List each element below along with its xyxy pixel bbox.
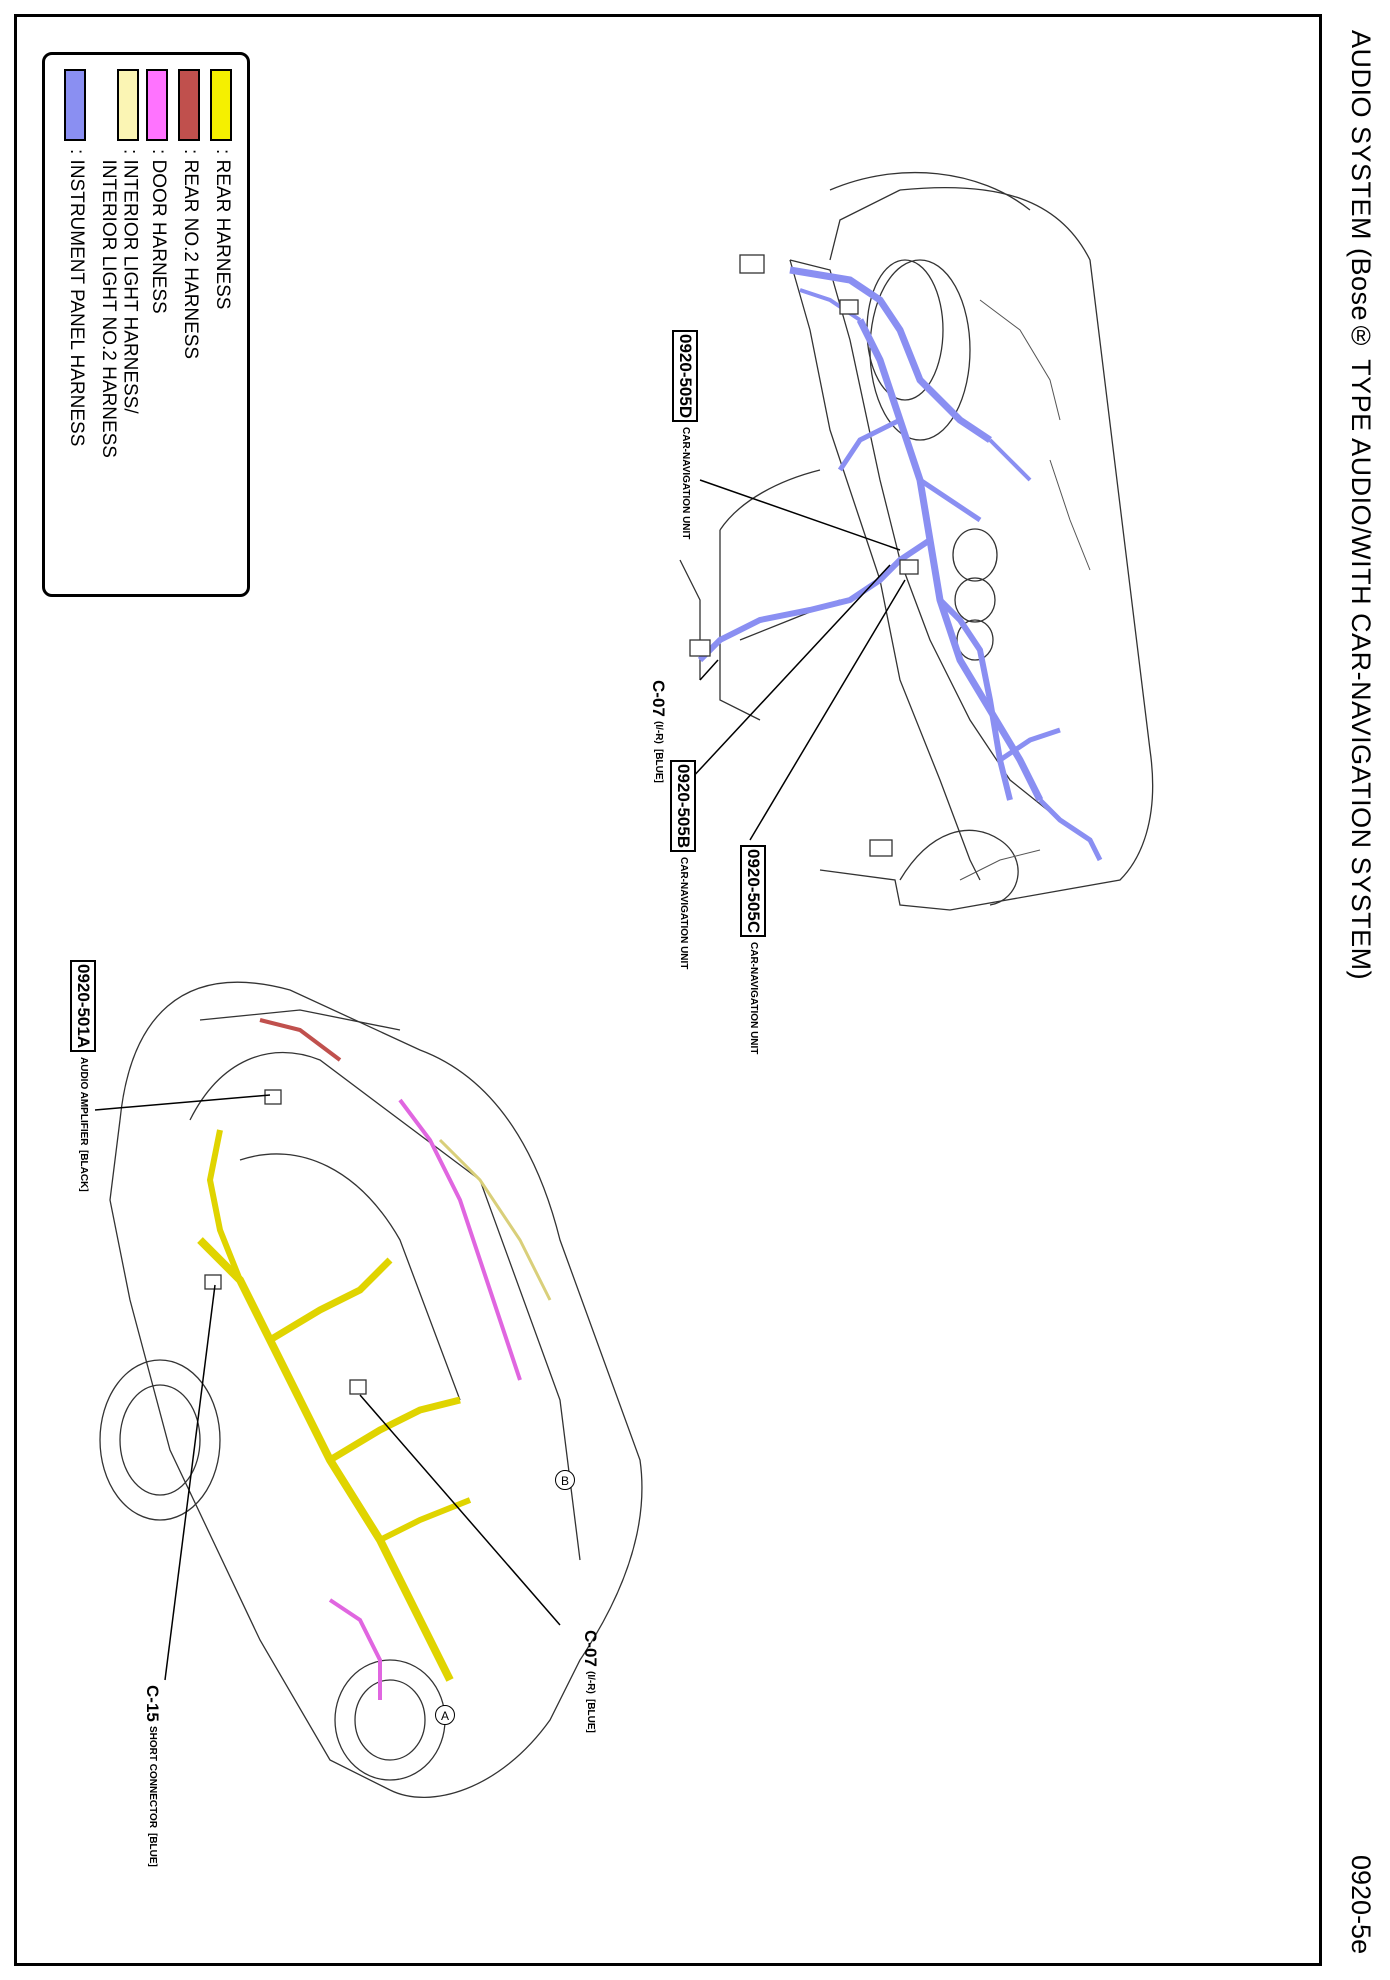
connector-code: 0920-505D [672,330,698,422]
connector-code: 0920-505C [740,845,766,937]
callout-c-07-body [580,1630,600,1732]
callout-c-15 [142,1685,162,1867]
legend-label: : INTERIOR LIGHT HARNESS/ INTERIOR LIGHT NO.2 HARNESS [97,149,141,458]
legend-label: : REAR NO.2 HARNESS [179,149,201,360]
legend-label: : REAR HARNESS [211,149,233,310]
connector-code: 0920-501A [70,960,96,1052]
marker-b: B [555,1470,575,1490]
connector-color: [BLUE] [147,1832,158,1867]
connector-color: [BLUE] [585,1698,596,1733]
marker-a: A [435,1705,455,1725]
connector-code: C-07 [649,680,668,717]
connector-code: C-15 [143,1685,162,1722]
connector-spec: (I/-R) [653,721,664,745]
dashboard-diagram [680,173,1153,910]
connector-code: 0920-505B [670,760,696,852]
connector-code: C-07 [581,1630,600,1667]
connector-color: [BLACK] [78,1149,89,1192]
connector-name: CAR-NAVIGATION UNIT [748,941,759,1054]
connector-name: AUDIO AMPLIFIER [78,1056,89,1146]
connector-spec: (I/-R) [585,1671,596,1695]
vehicle-body-diagram [95,982,642,1797]
page-title: AUDIO SYSTEM (Bose® TYPE AUDIO/WITH CAR-NAVIGATION SYSTEM) [1346,30,1376,981]
legend-label: : INSTRUMENT PANEL HARNESS [65,149,87,447]
callout-0920-505c [740,845,766,1054]
connector-name: CAR-NAVIGATION UNIT [680,426,691,539]
page-number: 0920-5e [1346,1855,1376,1955]
callout-0920-505b [670,760,696,969]
callout-c-07-dashboard [648,680,668,782]
connector-color: [BLUE] [653,748,664,783]
connector-name: SHORT CONNECTOR [147,1726,158,1829]
callout-0920-501a [70,960,96,1191]
callout-0920-505d [672,330,698,539]
connector-name: CAR-NAVIGATION UNIT [678,856,689,969]
legend-label: : DOOR HARNESS [147,149,169,314]
